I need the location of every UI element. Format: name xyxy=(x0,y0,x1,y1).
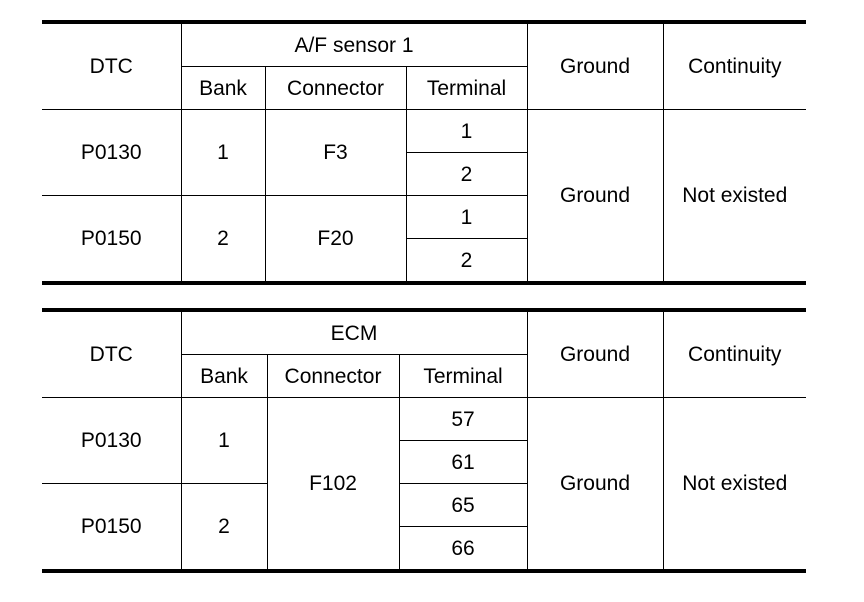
table-header-row xyxy=(42,310,806,355)
continuity-cell: Not existed xyxy=(663,110,806,284)
table-row xyxy=(42,110,806,153)
connector-header: Connector xyxy=(265,67,406,110)
ground-header: Ground xyxy=(527,310,663,398)
terminal-cell: 61 xyxy=(399,441,527,484)
bank-cell: 2 xyxy=(181,196,265,284)
af-sensor-table xyxy=(42,20,806,285)
terminal-header: Terminal xyxy=(399,355,527,398)
bank-cell: 1 xyxy=(181,110,265,196)
terminal-cell: 65 xyxy=(399,484,527,527)
terminal-cell: 2 xyxy=(406,153,527,196)
dtc-cell: P0130 xyxy=(42,110,181,196)
ecm-table-container xyxy=(42,308,806,573)
ground-cell: Ground xyxy=(527,110,663,284)
connector-cell: F102 xyxy=(267,398,399,572)
continuity-header: Continuity xyxy=(663,310,806,398)
terminal-cell: 2 xyxy=(406,239,527,284)
connector-header: Connector xyxy=(267,355,399,398)
bank-cell: 1 xyxy=(181,398,267,484)
af-sensor-group-header: A/F sensor 1 xyxy=(181,22,527,67)
table-row xyxy=(42,398,806,441)
dtc-header: DTC xyxy=(42,22,181,110)
ecm-group-header: ECM xyxy=(181,310,527,355)
continuity-header: Continuity xyxy=(663,22,806,110)
dtc-cell: P0130 xyxy=(42,398,181,484)
table-header-row xyxy=(42,22,806,67)
terminal-cell: 1 xyxy=(406,110,527,153)
dtc-cell: P0150 xyxy=(42,484,181,572)
bank-header: Bank xyxy=(181,67,265,110)
connector-cell: F3 xyxy=(265,110,406,196)
connector-cell: F20 xyxy=(265,196,406,284)
ground-header: Ground xyxy=(527,22,663,110)
ground-cell: Ground xyxy=(527,398,663,572)
continuity-cell: Not existed xyxy=(663,398,806,572)
ecm-table xyxy=(42,308,806,573)
bank-header: Bank xyxy=(181,355,267,398)
terminal-header: Terminal xyxy=(406,67,527,110)
dtc-header: DTC xyxy=(42,310,181,398)
af-sensor-table-container xyxy=(42,20,806,285)
dtc-cell: P0150 xyxy=(42,196,181,284)
terminal-cell: 1 xyxy=(406,196,527,239)
terminal-cell: 57 xyxy=(399,398,527,441)
terminal-cell: 66 xyxy=(399,527,527,572)
bank-cell: 2 xyxy=(181,484,267,572)
